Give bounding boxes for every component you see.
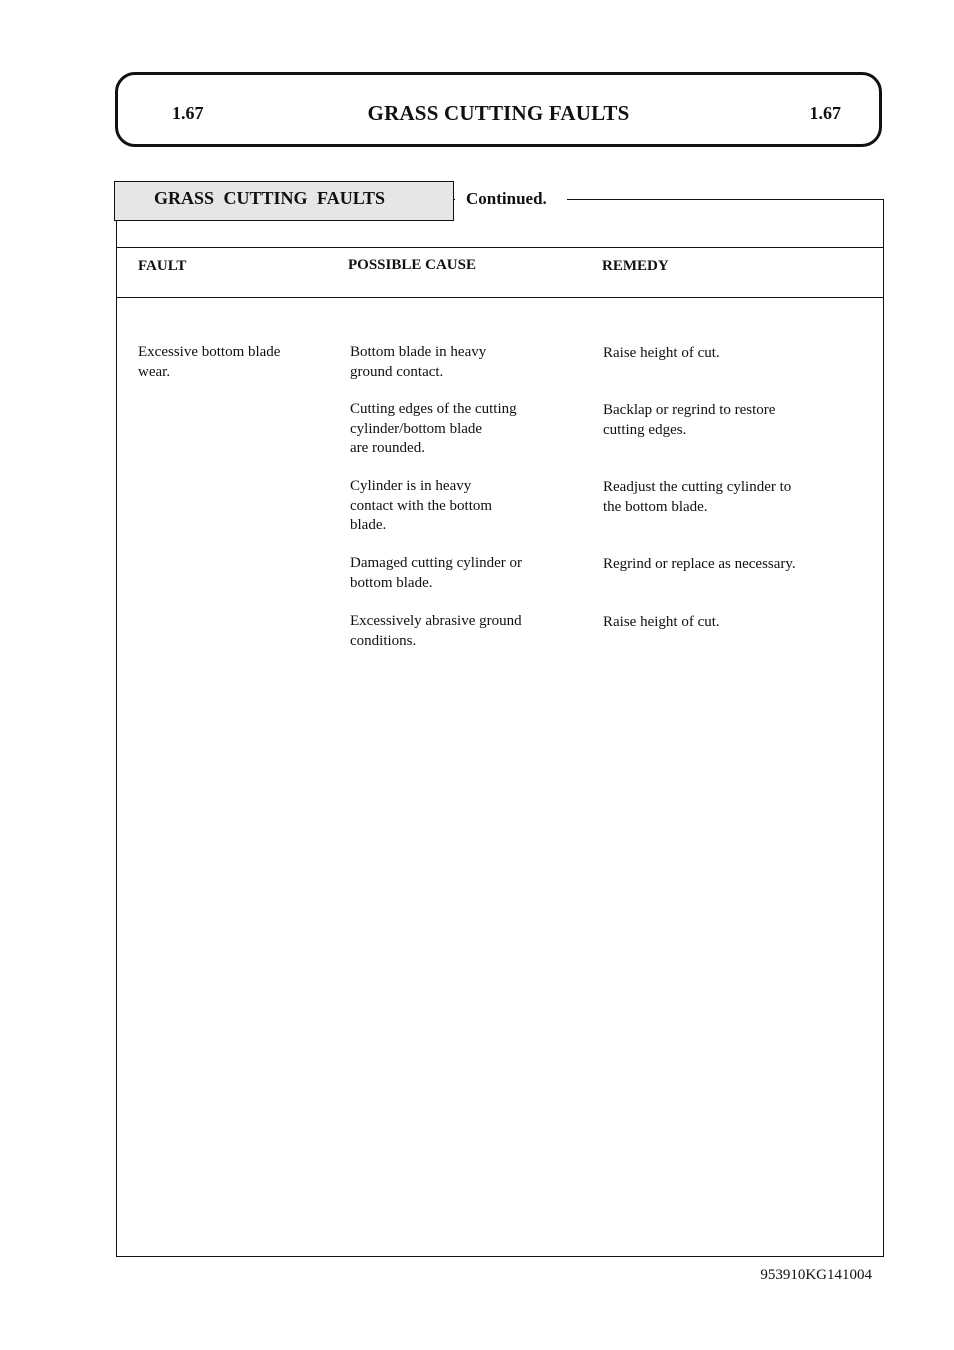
cause-cell: Excessively abrasive ground conditions. — [350, 613, 522, 649]
remedy-cell: Raise height of cut. — [603, 614, 720, 630]
document-reference: 953910KG141004 — [760, 1267, 872, 1283]
remedy-cell: Regrind or replace as necessary. — [603, 556, 796, 572]
continued-label: Continued. — [466, 189, 547, 208]
cause-cell: Cylinder is in heavy contact with the bottom blade. — [350, 478, 493, 533]
page-number-left: 1.67 — [172, 103, 204, 123]
column-header-fault: FAULT — [138, 258, 187, 274]
cause-cell: Cutting edges of the cutting cylinder/bottom blade are rounded. — [350, 401, 517, 456]
remedy-cell: Backlap or regrind to restore cutting edges. — [603, 402, 776, 438]
section-tab — [114, 181, 454, 221]
page-header — [115, 72, 882, 147]
table-header-bottom-rule — [116, 297, 884, 298]
section-tab-label: GRASS CUTTING FAULTS — [154, 188, 386, 208]
page-title: GRASS CUTTING FAULTS — [367, 101, 630, 125]
cause-cell: Bottom blade in heavy ground contact. — [350, 344, 487, 380]
table-header-top-rule — [116, 247, 884, 248]
page-number-right: 1.67 — [809, 103, 841, 123]
remedy-cell: Readjust the cutting cylinder to the bottom blade. — [603, 479, 792, 515]
remedy-cell: Raise height of cut. — [603, 345, 720, 361]
column-header-possible-cause: POSSIBLE CAUSE — [348, 257, 476, 273]
column-header-remedy: REMEDY — [602, 258, 669, 274]
fault-cell: Excessive bottom blade wear. — [138, 344, 281, 380]
cause-cell: Damaged cutting cylinder or bottom blade. — [350, 555, 523, 591]
